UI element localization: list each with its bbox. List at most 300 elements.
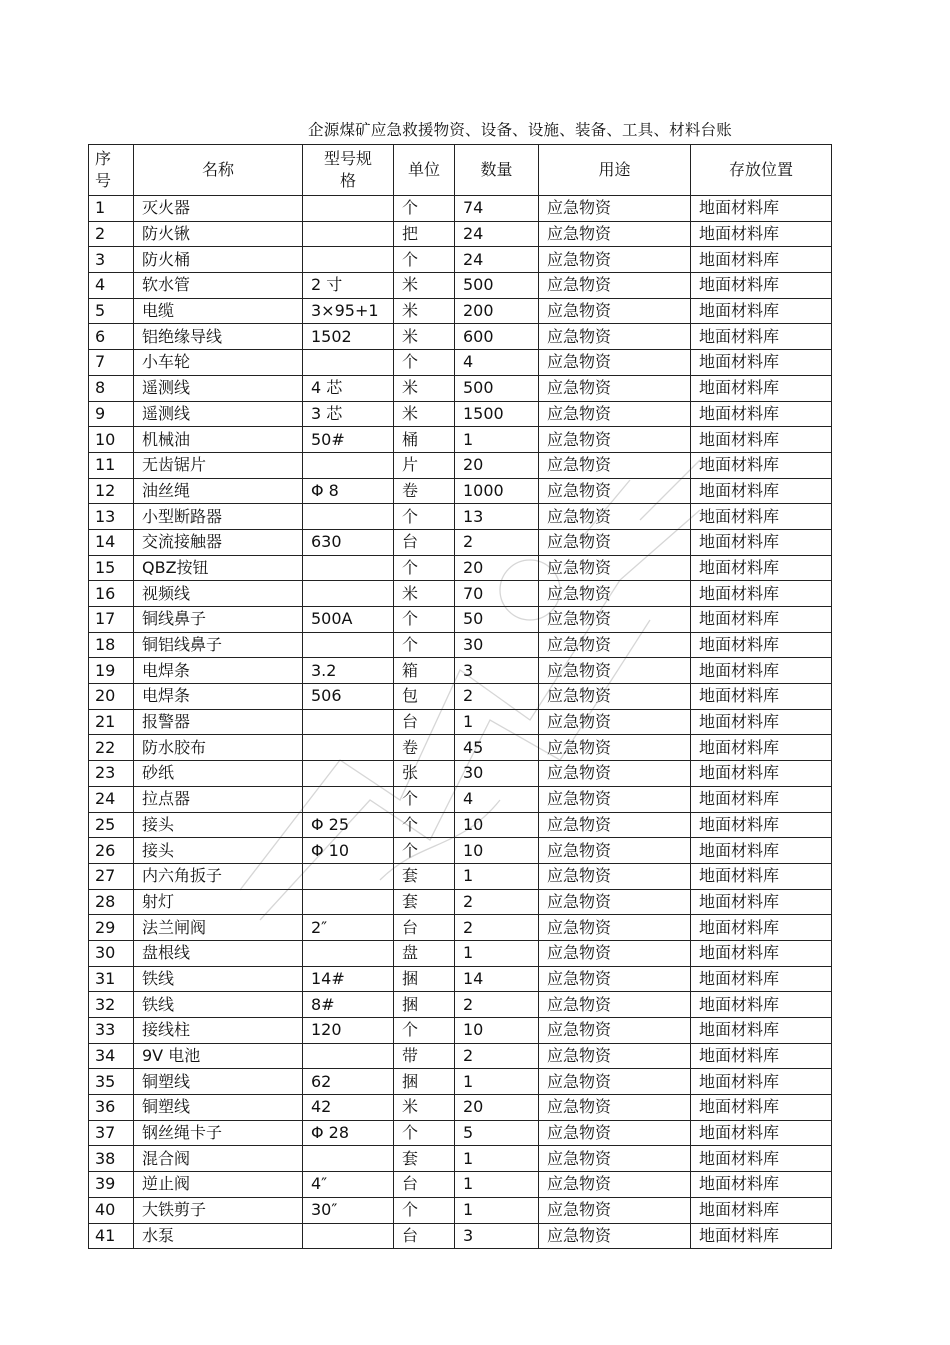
cell-spec <box>303 196 394 222</box>
cell-spec: 3 芯 <box>303 401 394 427</box>
cell-spec <box>303 247 394 273</box>
cell-name: QBZ按钮 <box>134 555 303 581</box>
cell-spec: 3.2 <box>303 658 394 684</box>
cell-use: 应急物资 <box>539 966 691 992</box>
cell-location: 地面材料库 <box>691 221 832 247</box>
cell-spec: 4″ <box>303 1172 394 1198</box>
table-row <box>89 1223 832 1249</box>
cell-location: 地面材料库 <box>691 1043 832 1069</box>
header-spec <box>303 145 394 196</box>
cell-qty: 1 <box>455 1069 539 1095</box>
cell-unit: 个 <box>394 632 455 658</box>
cell-spec: 30″ <box>303 1197 394 1223</box>
cell-seq: 16 <box>89 581 134 607</box>
cell-unit: 套 <box>394 1146 455 1172</box>
cell-seq: 41 <box>89 1223 134 1249</box>
cell-location: 地面材料库 <box>691 1146 832 1172</box>
table-row <box>89 427 832 453</box>
cell-name: 遥测线 <box>134 401 303 427</box>
cell-unit: 个 <box>394 1018 455 1044</box>
cell-qty: 30 <box>455 632 539 658</box>
header-use: 用途 <box>539 145 691 196</box>
cell-spec <box>303 761 394 787</box>
cell-location: 地面材料库 <box>691 838 832 864</box>
cell-seq: 13 <box>89 504 134 530</box>
cell-name: 油丝绳 <box>134 478 303 504</box>
table-row <box>89 684 832 710</box>
table-row <box>89 992 832 1018</box>
header-seq-text: 序 号 <box>95 149 112 190</box>
table-row <box>89 1018 832 1044</box>
cell-location: 地面材料库 <box>691 658 832 684</box>
cell-spec <box>303 632 394 658</box>
cell-spec: Φ 10 <box>303 838 394 864</box>
cell-spec: 62 <box>303 1069 394 1095</box>
cell-name: 盘根线 <box>134 940 303 966</box>
cell-qty: 4 <box>455 350 539 376</box>
cell-unit: 套 <box>394 889 455 915</box>
cell-location: 地面材料库 <box>691 581 832 607</box>
table-row <box>89 632 832 658</box>
cell-seq: 5 <box>89 298 134 324</box>
header-unit: 单位 <box>394 145 455 196</box>
cell-seq: 37 <box>89 1120 134 1146</box>
cell-seq: 28 <box>89 889 134 915</box>
cell-spec: 3×95+1 <box>303 298 394 324</box>
table-row <box>89 401 832 427</box>
cell-use: 应急物资 <box>539 324 691 350</box>
cell-seq: 4 <box>89 273 134 299</box>
cell-name: 无齿锯片 <box>134 452 303 478</box>
cell-location: 地面材料库 <box>691 1069 832 1095</box>
cell-seq: 35 <box>89 1069 134 1095</box>
cell-qty: 2 <box>455 992 539 1018</box>
cell-use: 应急物资 <box>539 735 691 761</box>
cell-use: 应急物资 <box>539 401 691 427</box>
cell-location: 地面材料库 <box>691 504 832 530</box>
cell-use: 应急物资 <box>539 221 691 247</box>
cell-spec: 120 <box>303 1018 394 1044</box>
cell-spec: 506 <box>303 684 394 710</box>
cell-unit: 米 <box>394 401 455 427</box>
cell-location: 地面材料库 <box>691 709 832 735</box>
cell-qty: 13 <box>455 504 539 530</box>
cell-name: 小型断路器 <box>134 504 303 530</box>
cell-location: 地面材料库 <box>691 992 832 1018</box>
cell-qty: 20 <box>455 452 539 478</box>
cell-location: 地面材料库 <box>691 375 832 401</box>
cell-use: 应急物资 <box>539 1018 691 1044</box>
cell-seq: 3 <box>89 247 134 273</box>
cell-qty: 2 <box>455 529 539 555</box>
cell-qty: 10 <box>455 812 539 838</box>
table-row <box>89 658 832 684</box>
cell-spec: 630 <box>303 529 394 555</box>
cell-name: 电焊条 <box>134 684 303 710</box>
table-row <box>89 504 832 530</box>
cell-location: 地面材料库 <box>691 684 832 710</box>
cell-unit: 台 <box>394 915 455 941</box>
cell-location: 地面材料库 <box>691 1018 832 1044</box>
cell-seq: 34 <box>89 1043 134 1069</box>
cell-name: 接头 <box>134 838 303 864</box>
cell-unit: 台 <box>394 1223 455 1249</box>
cell-spec <box>303 555 394 581</box>
cell-unit: 桶 <box>394 427 455 453</box>
cell-name: 电焊条 <box>134 658 303 684</box>
cell-name: 软水管 <box>134 273 303 299</box>
cell-qty: 1 <box>455 940 539 966</box>
cell-unit: 米 <box>394 1095 455 1121</box>
table-row <box>89 1197 832 1223</box>
cell-name: 铁线 <box>134 966 303 992</box>
cell-location: 地面材料库 <box>691 555 832 581</box>
cell-seq: 36 <box>89 1095 134 1121</box>
cell-use: 应急物资 <box>539 709 691 735</box>
cell-use: 应急物资 <box>539 1197 691 1223</box>
cell-name: 铁线 <box>134 992 303 1018</box>
cell-name: 水泵 <box>134 1223 303 1249</box>
cell-location: 地面材料库 <box>691 786 832 812</box>
cell-use: 应急物资 <box>539 478 691 504</box>
cell-qty: 4 <box>455 786 539 812</box>
cell-qty: 2 <box>455 915 539 941</box>
cell-unit: 米 <box>394 375 455 401</box>
table-row <box>89 247 832 273</box>
cell-use: 应急物资 <box>539 350 691 376</box>
table-row <box>89 273 832 299</box>
cell-use: 应急物资 <box>539 504 691 530</box>
table-row <box>89 555 832 581</box>
cell-use: 应急物资 <box>539 298 691 324</box>
table-row <box>89 452 832 478</box>
cell-qty: 1 <box>455 863 539 889</box>
cell-qty: 14 <box>455 966 539 992</box>
table-row <box>89 375 832 401</box>
cell-name: 逆止阀 <box>134 1172 303 1198</box>
table-row <box>89 761 832 787</box>
cell-unit: 捆 <box>394 966 455 992</box>
cell-location: 地面材料库 <box>691 607 832 633</box>
table-row <box>89 838 832 864</box>
header-name: 名称 <box>134 145 303 196</box>
cell-name: 铜塑线 <box>134 1069 303 1095</box>
cell-name: 钢丝绳卡子 <box>134 1120 303 1146</box>
cell-name: 铜铝线鼻子 <box>134 632 303 658</box>
cell-unit: 台 <box>394 1172 455 1198</box>
cell-use: 应急物资 <box>539 812 691 838</box>
cell-seq: 17 <box>89 607 134 633</box>
cell-seq: 30 <box>89 940 134 966</box>
table-row <box>89 966 832 992</box>
cell-unit: 台 <box>394 709 455 735</box>
table-row <box>89 324 832 350</box>
cell-unit: 卷 <box>394 735 455 761</box>
cell-seq: 14 <box>89 529 134 555</box>
cell-use: 应急物资 <box>539 1172 691 1198</box>
cell-name: 视频线 <box>134 581 303 607</box>
cell-location: 地面材料库 <box>691 401 832 427</box>
cell-spec <box>303 1146 394 1172</box>
cell-location: 地面材料库 <box>691 761 832 787</box>
cell-seq: 31 <box>89 966 134 992</box>
table-row <box>89 863 832 889</box>
cell-seq: 40 <box>89 1197 134 1223</box>
cell-unit: 套 <box>394 863 455 889</box>
cell-use: 应急物资 <box>539 247 691 273</box>
cell-name: 混合阀 <box>134 1146 303 1172</box>
cell-name: 遥测线 <box>134 375 303 401</box>
cell-qty: 24 <box>455 221 539 247</box>
cell-location: 地面材料库 <box>691 427 832 453</box>
cell-unit: 个 <box>394 504 455 530</box>
cell-qty: 1000 <box>455 478 539 504</box>
cell-qty: 500 <box>455 273 539 299</box>
cell-name: 接线柱 <box>134 1018 303 1044</box>
header-qty: 数量 <box>455 145 539 196</box>
table-row <box>89 940 832 966</box>
cell-qty: 45 <box>455 735 539 761</box>
cell-spec <box>303 1223 394 1249</box>
cell-unit: 个 <box>394 247 455 273</box>
cell-name: 拉点器 <box>134 786 303 812</box>
cell-qty: 1500 <box>455 401 539 427</box>
table-row <box>89 889 832 915</box>
cell-name: 铝绝缘导线 <box>134 324 303 350</box>
cell-qty: 70 <box>455 581 539 607</box>
cell-qty: 600 <box>455 324 539 350</box>
cell-unit: 捆 <box>394 1069 455 1095</box>
cell-location: 地面材料库 <box>691 1197 832 1223</box>
table-row <box>89 735 832 761</box>
cell-use: 应急物资 <box>539 863 691 889</box>
cell-name: 防水胶布 <box>134 735 303 761</box>
header-location: 存放位置 <box>691 145 832 196</box>
cell-location: 地面材料库 <box>691 966 832 992</box>
cell-spec <box>303 504 394 530</box>
cell-spec: Φ 25 <box>303 812 394 838</box>
cell-seq: 10 <box>89 427 134 453</box>
table-row <box>89 581 832 607</box>
cell-unit: 米 <box>394 324 455 350</box>
cell-qty: 1 <box>455 709 539 735</box>
table-header-row <box>89 145 832 196</box>
cell-seq: 11 <box>89 452 134 478</box>
cell-location: 地面材料库 <box>691 196 832 222</box>
cell-spec <box>303 863 394 889</box>
cell-use: 应急物资 <box>539 838 691 864</box>
cell-seq: 39 <box>89 1172 134 1198</box>
cell-unit: 个 <box>394 1197 455 1223</box>
cell-unit: 个 <box>394 812 455 838</box>
table-row <box>89 298 832 324</box>
cell-use: 应急物资 <box>539 581 691 607</box>
cell-location: 地面材料库 <box>691 915 832 941</box>
cell-use: 应急物资 <box>539 452 691 478</box>
cell-use: 应急物资 <box>539 915 691 941</box>
cell-spec: 2″ <box>303 915 394 941</box>
cell-location: 地面材料库 <box>691 478 832 504</box>
cell-seq: 25 <box>89 812 134 838</box>
table-row <box>89 915 832 941</box>
cell-qty: 3 <box>455 1223 539 1249</box>
cell-use: 应急物资 <box>539 196 691 222</box>
cell-location: 地面材料库 <box>691 1172 832 1198</box>
cell-name: 灭火器 <box>134 196 303 222</box>
cell-use: 应急物资 <box>539 529 691 555</box>
cell-seq: 24 <box>89 786 134 812</box>
inventory-table <box>88 144 832 1249</box>
cell-unit: 个 <box>394 1120 455 1146</box>
cell-seq: 2 <box>89 221 134 247</box>
cell-seq: 19 <box>89 658 134 684</box>
cell-location: 地面材料库 <box>691 1120 832 1146</box>
cell-spec <box>303 350 394 376</box>
cell-use: 应急物资 <box>539 607 691 633</box>
header-seq <box>89 145 134 196</box>
cell-spec <box>303 786 394 812</box>
table-row <box>89 350 832 376</box>
cell-name: 9V 电池 <box>134 1043 303 1069</box>
cell-qty: 1 <box>455 427 539 453</box>
table-row <box>89 709 832 735</box>
table-row <box>89 1069 832 1095</box>
cell-qty: 74 <box>455 196 539 222</box>
cell-unit: 带 <box>394 1043 455 1069</box>
cell-name: 防火桶 <box>134 247 303 273</box>
table-row <box>89 786 832 812</box>
cell-qty: 2 <box>455 889 539 915</box>
cell-location: 地面材料库 <box>691 632 832 658</box>
cell-spec <box>303 452 394 478</box>
table-row <box>89 812 832 838</box>
cell-qty: 10 <box>455 838 539 864</box>
cell-name: 防火锹 <box>134 221 303 247</box>
cell-unit: 个 <box>394 838 455 864</box>
cell-unit: 台 <box>394 529 455 555</box>
table-row <box>89 607 832 633</box>
cell-name: 交流接触器 <box>134 529 303 555</box>
cell-qty: 2 <box>455 684 539 710</box>
cell-name: 射灯 <box>134 889 303 915</box>
cell-seq: 23 <box>89 761 134 787</box>
cell-spec <box>303 581 394 607</box>
cell-qty: 3 <box>455 658 539 684</box>
table-row <box>89 1146 832 1172</box>
cell-seq: 26 <box>89 838 134 864</box>
cell-qty: 5 <box>455 1120 539 1146</box>
cell-use: 应急物资 <box>539 684 691 710</box>
cell-name: 砂纸 <box>134 761 303 787</box>
cell-use: 应急物资 <box>539 427 691 453</box>
cell-name: 接头 <box>134 812 303 838</box>
cell-use: 应急物资 <box>539 1069 691 1095</box>
cell-use: 应急物资 <box>539 632 691 658</box>
cell-qty: 1 <box>455 1146 539 1172</box>
cell-use: 应急物资 <box>539 658 691 684</box>
cell-seq: 20 <box>89 684 134 710</box>
cell-location: 地面材料库 <box>691 452 832 478</box>
cell-unit: 米 <box>394 298 455 324</box>
cell-seq: 32 <box>89 992 134 1018</box>
table-body <box>89 196 832 1249</box>
cell-seq: 38 <box>89 1146 134 1172</box>
cell-qty: 1 <box>455 1172 539 1198</box>
cell-use: 应急物资 <box>539 992 691 1018</box>
cell-unit: 个 <box>394 555 455 581</box>
cell-qty: 30 <box>455 761 539 787</box>
cell-location: 地面材料库 <box>691 1223 832 1249</box>
cell-unit: 捆 <box>394 992 455 1018</box>
cell-spec: 50# <box>303 427 394 453</box>
cell-spec <box>303 221 394 247</box>
cell-name: 法兰闸阀 <box>134 915 303 941</box>
cell-unit: 片 <box>394 452 455 478</box>
cell-use: 应急物资 <box>539 375 691 401</box>
cell-seq: 12 <box>89 478 134 504</box>
cell-qty: 50 <box>455 607 539 633</box>
cell-spec <box>303 735 394 761</box>
cell-name: 报警器 <box>134 709 303 735</box>
cell-seq: 22 <box>89 735 134 761</box>
table-row <box>89 478 832 504</box>
cell-qty: 10 <box>455 1018 539 1044</box>
table-row <box>89 196 832 222</box>
cell-location: 地面材料库 <box>691 350 832 376</box>
cell-qty: 1 <box>455 1197 539 1223</box>
cell-seq: 27 <box>89 863 134 889</box>
cell-qty: 20 <box>455 555 539 581</box>
cell-unit: 个 <box>394 786 455 812</box>
cell-spec: Φ 8 <box>303 478 394 504</box>
table-row <box>89 221 832 247</box>
cell-spec: 14# <box>303 966 394 992</box>
cell-unit: 包 <box>394 684 455 710</box>
cell-seq: 7 <box>89 350 134 376</box>
cell-seq: 33 <box>89 1018 134 1044</box>
cell-unit: 卷 <box>394 478 455 504</box>
cell-use: 应急物资 <box>539 1146 691 1172</box>
cell-unit: 箱 <box>394 658 455 684</box>
cell-spec: 2 寸 <box>303 273 394 299</box>
cell-seq: 1 <box>89 196 134 222</box>
cell-unit: 个 <box>394 350 455 376</box>
cell-seq: 29 <box>89 915 134 941</box>
cell-use: 应急物资 <box>539 1120 691 1146</box>
cell-location: 地面材料库 <box>691 273 832 299</box>
cell-location: 地面材料库 <box>691 940 832 966</box>
cell-seq: 18 <box>89 632 134 658</box>
table-row <box>89 1043 832 1069</box>
table-row <box>89 1095 832 1121</box>
cell-unit: 把 <box>394 221 455 247</box>
cell-spec <box>303 940 394 966</box>
cell-use: 应急物资 <box>539 940 691 966</box>
page-title: 企源煤矿应急救援物资、设备、设施、装备、工具、材料台账 <box>308 121 732 139</box>
cell-unit: 个 <box>394 196 455 222</box>
cell-unit: 张 <box>394 761 455 787</box>
table-row <box>89 1120 832 1146</box>
cell-location: 地面材料库 <box>691 889 832 915</box>
cell-use: 应急物资 <box>539 273 691 299</box>
cell-use: 应急物资 <box>539 786 691 812</box>
cell-unit: 米 <box>394 581 455 607</box>
cell-location: 地面材料库 <box>691 247 832 273</box>
cell-location: 地面材料库 <box>691 735 832 761</box>
cell-spec: 4 芯 <box>303 375 394 401</box>
table-row <box>89 1172 832 1198</box>
cell-qty: 24 <box>455 247 539 273</box>
